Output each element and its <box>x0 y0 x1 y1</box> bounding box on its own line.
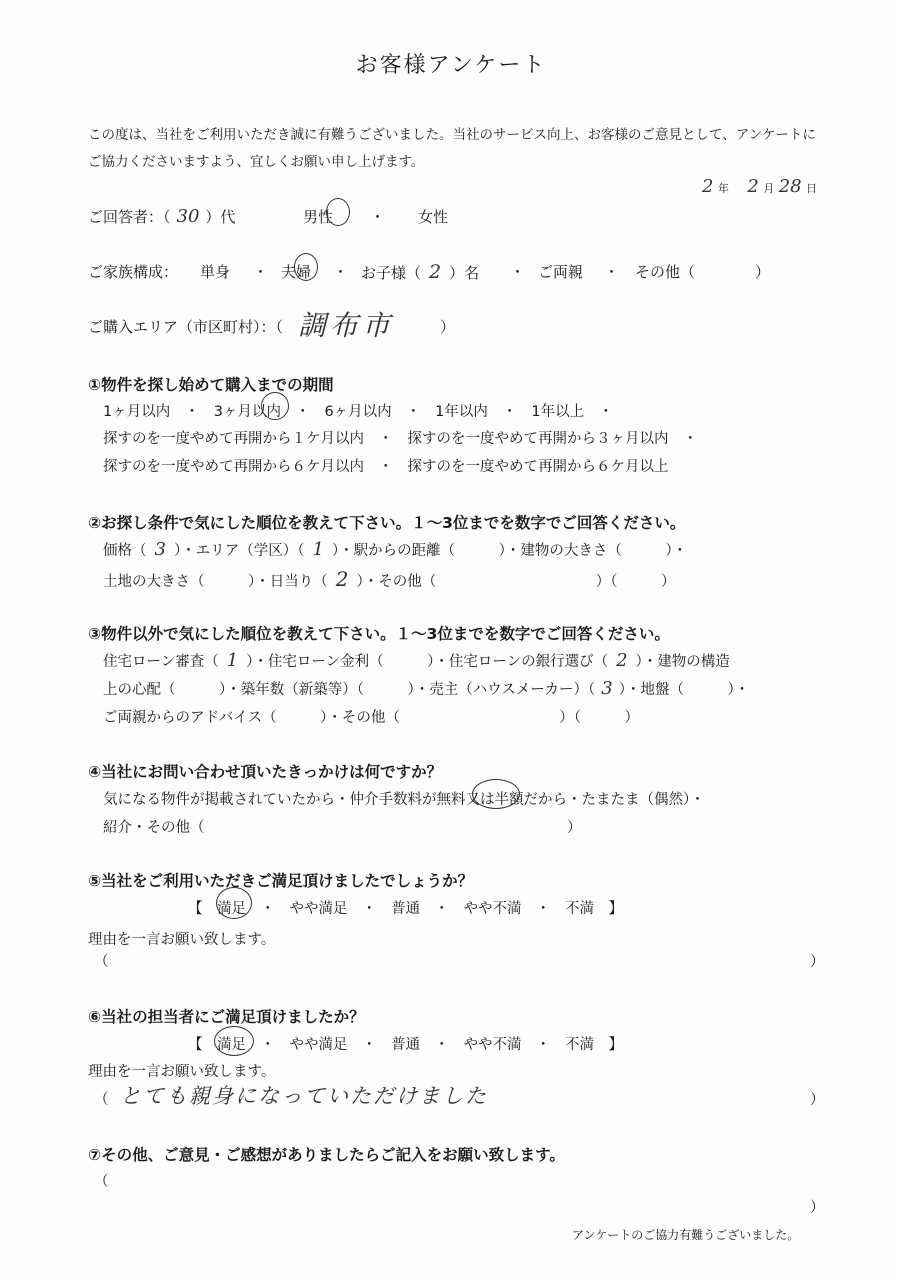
gender-female: 女性 <box>418 208 449 226</box>
q4-heading: ④当社にお問い合わせ頂いたきっかけは何ですか？ <box>88 763 443 781</box>
q2-price-rank: 3 <box>154 539 166 560</box>
date-year: 2 <box>702 176 714 197</box>
date-month: 2 <box>747 176 759 197</box>
q5-reason-close: ） <box>810 954 825 970</box>
q1-heading: ①物件を探し始めて購入までの期間 <box>88 376 334 394</box>
respondent-row <box>88 206 235 227</box>
q2-land-label: 土地の大きさ（ ）・日当り（ <box>103 574 328 590</box>
q3-bank-label: ）・住宅ローン金利（ ）・住宅ローンの銀行選び（ <box>246 654 609 670</box>
q3-heading: ③物件以外で気にした順位を教えて下さい。１～3位までを数字でご回答ください。 <box>88 625 670 643</box>
date <box>702 176 817 197</box>
q5-reason-label: 理由を一言お願い致します。 <box>88 932 276 948</box>
q2-rest-2: ）・その他（ ）（ ） <box>356 574 676 590</box>
q6-circle-mark <box>214 1026 254 1056</box>
year-label: 年 <box>717 182 729 195</box>
couple-circle-mark <box>294 253 318 281</box>
family-dot-1: ・ <box>253 263 269 281</box>
day-label: 日 <box>806 182 818 195</box>
q3-line-2 <box>103 678 749 699</box>
q2-line-1 <box>103 539 687 560</box>
page-title: お客様アンケート <box>355 53 547 78</box>
q3-loan-review-rank: 1 <box>226 650 239 671</box>
q3-seller-rank: 3 <box>601 678 613 699</box>
respondent-age: 30 <box>176 206 200 227</box>
q2-heading: ②お探し条件で気にした順位を教えて下さい。１～3位までを数字でご回答ください。 <box>88 514 686 532</box>
family-couple: 夫婦 <box>281 263 312 281</box>
q4-circle-mark <box>472 779 520 809</box>
family-dot-4: ・ <box>604 263 620 281</box>
q1-line-2: 探すのを一度やめて再開から１ケ月以内 ・ 探すのを一度やめて再開から３ヶ月以内 ・ <box>103 431 698 447</box>
q5-circle-mark <box>216 887 252 919</box>
family-children <box>361 261 479 283</box>
q1-line-3: 探すのを一度やめて再開から６ケ月以内 ・ 探すのを一度やめて再開から６ケ月以上 <box>103 459 669 475</box>
area-label: ご購入エリア（市区町村）：（ <box>88 318 284 336</box>
q2-rest-1: ）・駅からの距離（ ）・建物の大きさ（ ）・ <box>331 543 688 559</box>
q7-open: （ <box>94 1174 109 1190</box>
children-count: 2 <box>429 261 442 283</box>
q7-heading: ⑦その他、ご意見・ご感想がありましたらご記入をお願い致します。 <box>88 1146 565 1164</box>
q2-line-2 <box>103 567 675 591</box>
respondent-label: ご回答者：（ <box>88 208 171 226</box>
q3-ground-label: ）・地盤（ ）・ <box>618 682 750 698</box>
q1-circle-mark <box>261 392 289 420</box>
q4-line-1: 気になる物件が掲載されていたから・仲介手数料が無料又は半額だから・たまたま（偶然）・ <box>103 792 705 808</box>
family-label: ご家族構成： <box>88 263 179 281</box>
gender-male: 男性 <box>303 208 334 226</box>
q3-line-1 <box>103 650 730 671</box>
intro-line-2: ご協力くださいますよう、宜しくお願い申し上げます。 <box>88 154 425 170</box>
family-single: 単身 <box>200 263 231 281</box>
q6-reason-label: 理由を一言お願い致します。 <box>88 1064 276 1080</box>
q2-price-label: 価格（ <box>103 543 147 559</box>
thanks-note: アンケートのご協力有難うございました。 <box>572 1228 800 1242</box>
family-parents: ご両親 <box>538 263 584 281</box>
q7-close: ） <box>810 1200 825 1216</box>
children-suffix: ）名 <box>449 264 480 282</box>
month-label: 月 <box>763 182 775 195</box>
q1-line-1: 1ヶ月以内 ・ 3ヶ月以内 ・ 6ヶ月以内 ・ 1年以内 ・ 1年以上 ・ <box>103 404 614 420</box>
family-dot-2: ・ <box>333 263 349 281</box>
q6-reason-answer: とても親身になっていただけました <box>120 1084 488 1108</box>
age-suffix: ）代 <box>205 208 236 226</box>
area-value: 調布市 <box>298 309 395 342</box>
q2-area-rank: 1 <box>312 539 324 560</box>
q3-loan-review-label: 住宅ローン審査（ <box>103 654 219 670</box>
q3-seller-label: 上の心配（ ）・築年数（新築等）（ ）・売主（ハウスメーカー）（ <box>103 682 596 698</box>
q6-reason-close: ） <box>810 1092 825 1108</box>
q3-bank-rank: 2 <box>616 650 628 671</box>
q2-sun-rank: 2 <box>335 567 349 591</box>
intro-line-1: この度は、当社をご利用いただき誠に有難うございました。当社のサービス向上、お客様のご意見として、アンケートに <box>88 127 816 143</box>
q6-heading: ⑥当社の担当者にご満足頂けましたか？ <box>88 1008 365 1026</box>
q6-reason-open: （ <box>94 1092 109 1108</box>
q5-options: 【 満足 ・ やや満足 ・ 普通 ・ やや不満 ・ 不満 】 <box>188 901 623 917</box>
area-close: ） <box>440 318 456 336</box>
family-dot-3: ・ <box>510 263 526 281</box>
children-label: お子様（ <box>361 264 422 282</box>
q4-line-2: 紹介・その他（ ） <box>103 820 582 836</box>
male-circle-mark <box>326 198 350 226</box>
date-day: 28 <box>778 176 802 197</box>
q2-area-label: ）・エリア（学区）（ <box>173 543 305 559</box>
q3-structure-label: ）・建物の構造 <box>635 654 730 670</box>
q6-options: 【 満足 ・ やや満足 ・ 普通 ・ やや不満 ・ 不満 】 <box>188 1037 623 1053</box>
gender-dot: ・ <box>370 208 386 226</box>
q5-heading: ⑤当社をご利用いただきご満足頂けましたでしょうか？ <box>88 872 474 890</box>
q3-line-3: ご両親からのアドバイス（ ）・その他（ ）（ ） <box>103 710 640 726</box>
family-other: その他（ ） <box>635 263 771 281</box>
q5-reason-open: （ <box>94 954 109 970</box>
